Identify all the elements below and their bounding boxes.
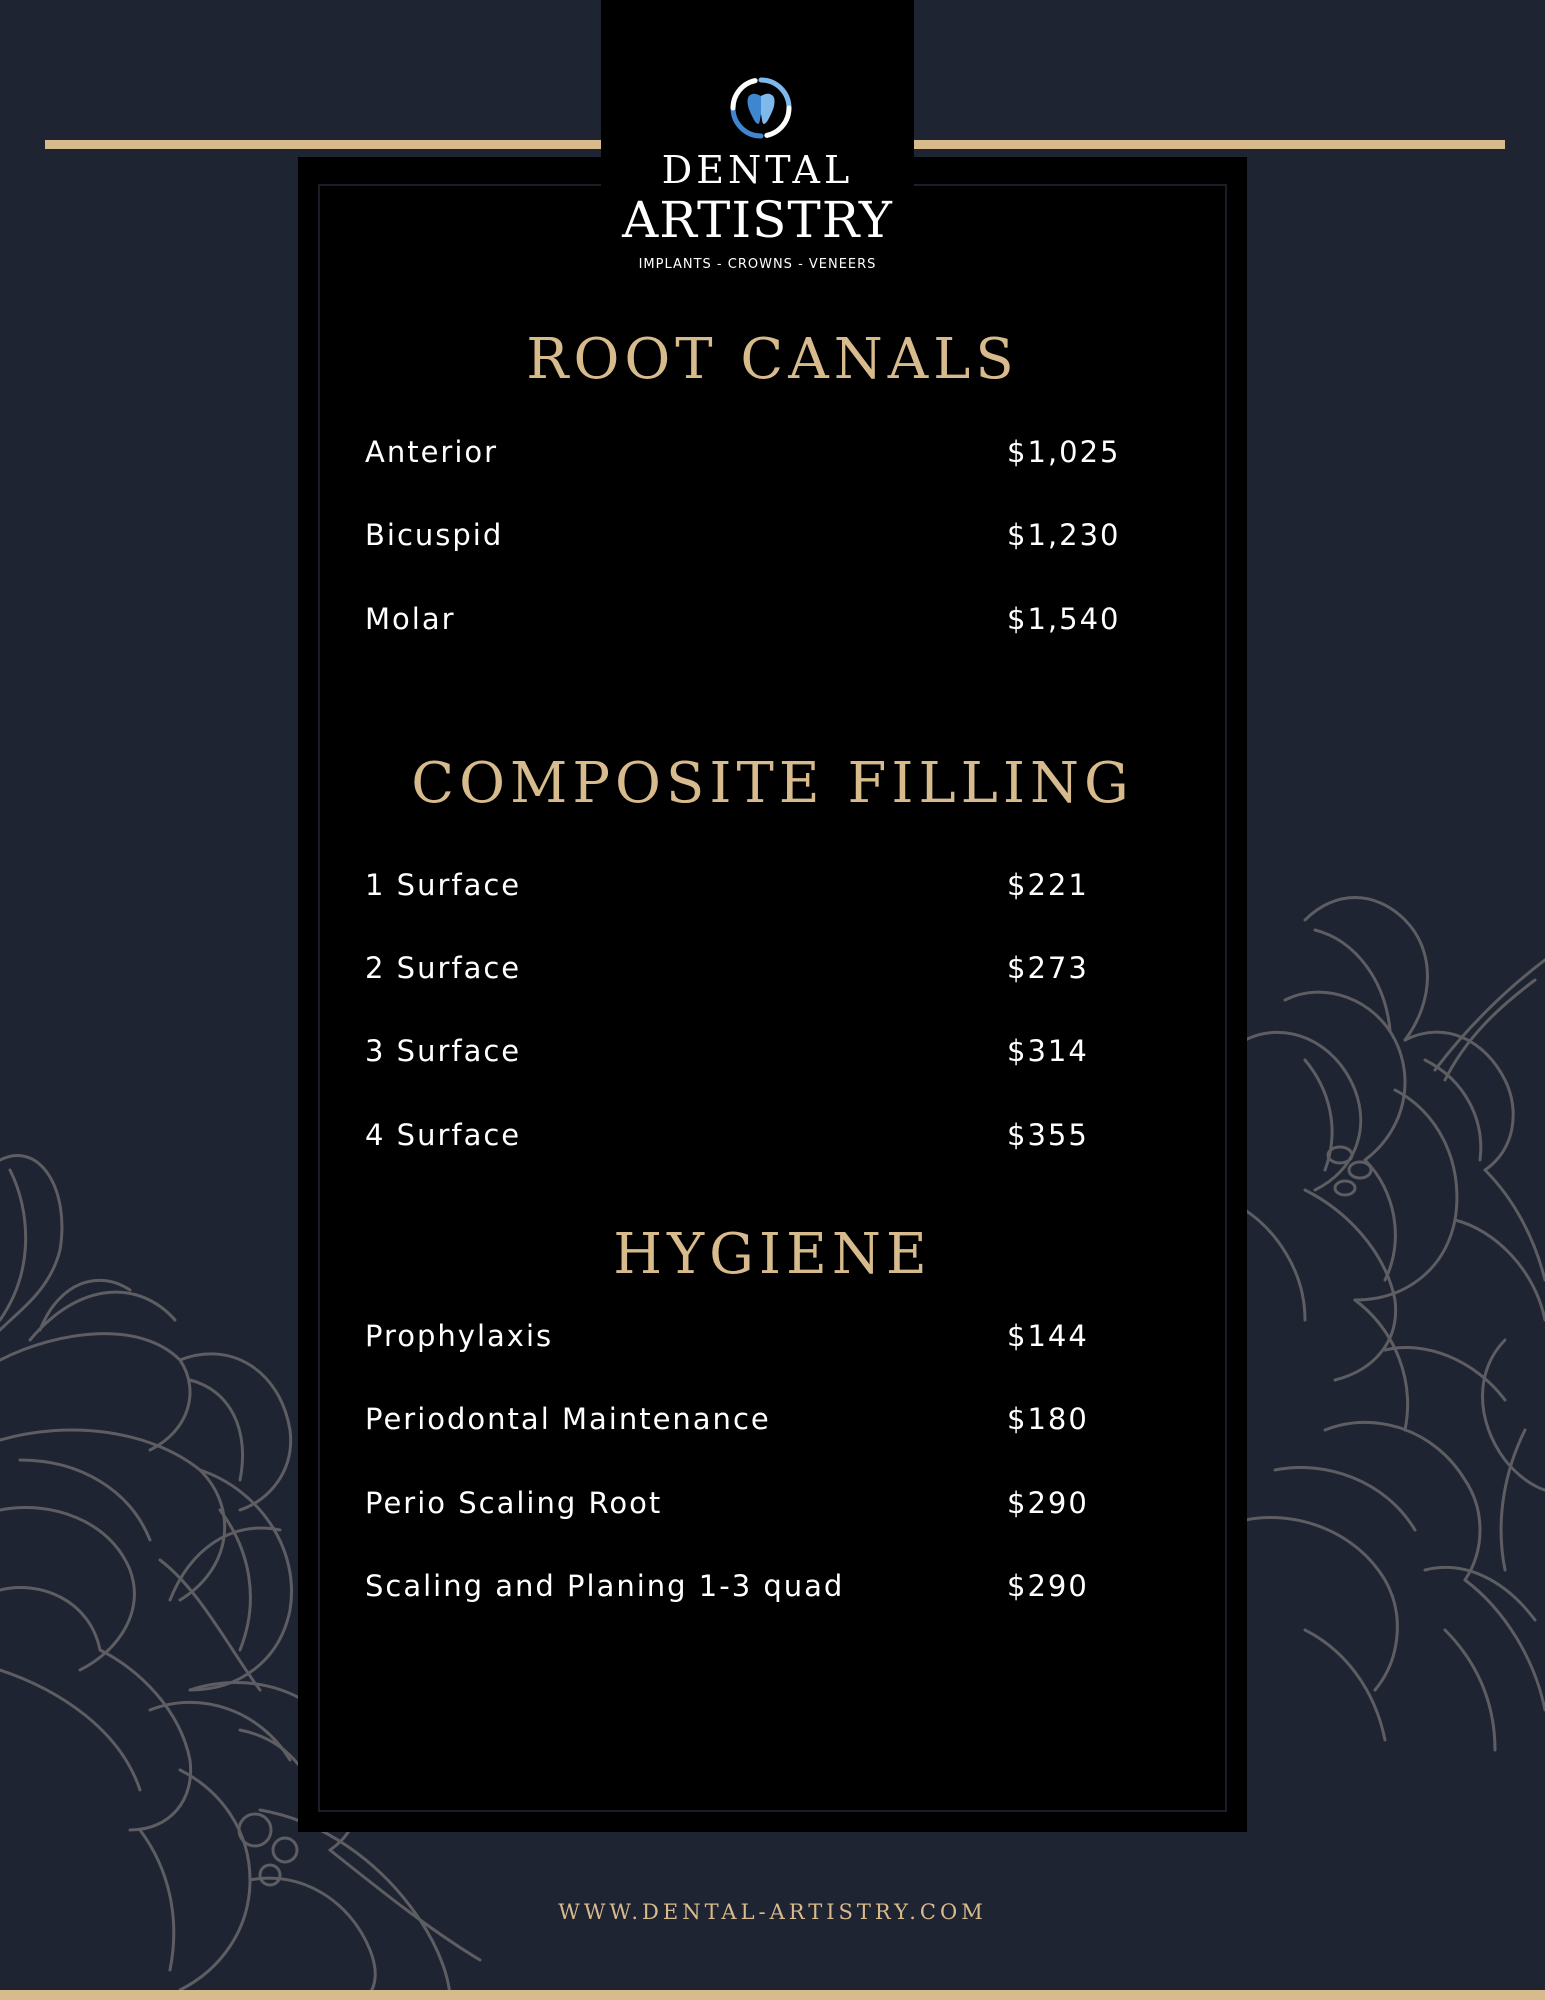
item-name: 4 Surface (365, 1118, 522, 1152)
item-name: 1 Surface (365, 868, 522, 902)
brand-tagline: IMPLANTS - CROWNS - VENEERS (638, 257, 877, 272)
item-name: Prophylaxis (365, 1319, 554, 1353)
item-price: $1,025 (1007, 435, 1121, 469)
logo-panel (601, 0, 914, 290)
tooth-ring-logo-icon (727, 74, 795, 142)
item-name: 3 Surface (365, 1034, 522, 1068)
item-price: $290 (1007, 1569, 1089, 1603)
item-name: 2 Surface (365, 951, 522, 985)
item-price: $314 (1007, 1034, 1089, 1068)
brand-name-line1: DENTAL (661, 148, 854, 192)
item-name: Bicuspid (365, 518, 504, 552)
item-price: $290 (1007, 1486, 1089, 1520)
item-name: Scaling and Planing 1-3 quad (365, 1569, 845, 1603)
section-title-hygiene: HYGIENE (613, 1222, 932, 1287)
item-price: $355 (1007, 1118, 1089, 1152)
item-name: Molar (365, 602, 456, 636)
bottom-gold-divider (0, 1990, 1545, 2000)
item-price: $1,230 (1007, 518, 1121, 552)
brand-name-line2: ARTISTRY (622, 191, 893, 249)
item-price: $180 (1007, 1402, 1089, 1436)
item-name: Perio Scaling Root (365, 1486, 663, 1520)
item-price: $144 (1007, 1319, 1089, 1353)
floral-decoration-right (1245, 870, 1545, 1790)
item-price: $273 (1007, 951, 1089, 985)
section-title-composite-filling: COMPOSITE FILLING (411, 751, 1134, 816)
website-link[interactable]: WWW.DENTAL-ARTISTRY.COM (558, 1900, 987, 1924)
item-name: Periodontal Maintenance (365, 1402, 771, 1436)
item-name: Anterior (365, 435, 499, 469)
item-price: $1,540 (1007, 602, 1121, 636)
section-title-root-canals: ROOT CANALS (526, 327, 1019, 392)
item-price: $221 (1007, 868, 1089, 902)
